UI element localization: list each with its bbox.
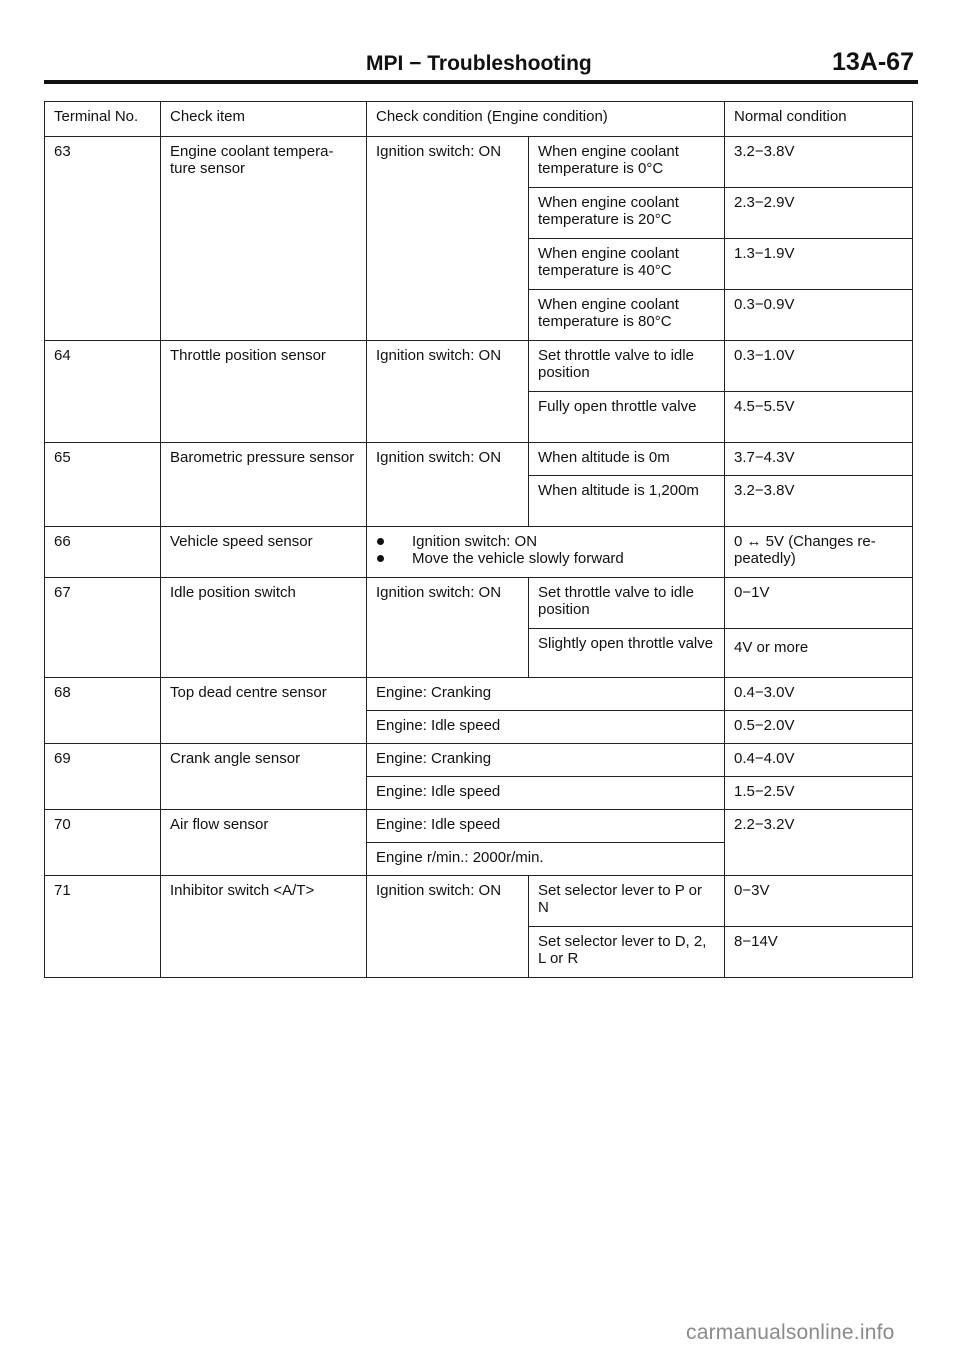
- normal-condition: 2.3−2.9V: [725, 188, 913, 239]
- normal-condition: 4V or more: [725, 629, 913, 678]
- normal-condition: 8−14V: [725, 927, 913, 978]
- terminal-no: 63: [45, 137, 161, 341]
- page-number: 13A-67: [832, 48, 914, 76]
- check-item: Idle position switch: [161, 578, 367, 678]
- normal-condition: 0.3−1.0V: [725, 341, 913, 392]
- terminal-no: 65: [45, 443, 161, 527]
- table-row: [45, 443, 913, 476]
- header-check-condition: Check condition (Engine condition): [367, 102, 725, 137]
- normal-condition: 1.3−1.9V: [725, 239, 913, 290]
- normal-condition: 0.4−3.0V: [725, 678, 913, 711]
- check-item: Barometric pressure sensor: [161, 443, 367, 527]
- table-row: [45, 341, 913, 392]
- header-check-item: Check item: [161, 102, 367, 137]
- condition-bullet: Move the vehicle slowly forward: [376, 550, 715, 567]
- check-condition: Engine: Idle speed: [367, 711, 725, 744]
- table-row: [45, 527, 913, 578]
- check-condition: Ignition switch: ON: [367, 341, 529, 443]
- check-condition: Ignition switch: ON: [367, 443, 529, 527]
- table-row: [45, 744, 913, 777]
- table-row: [45, 678, 913, 711]
- header-normal-condition: Normal condition: [725, 102, 913, 137]
- table-row: [45, 137, 913, 188]
- normal-condition: 0.3−0.9V: [725, 290, 913, 341]
- check-condition: [367, 527, 725, 578]
- check-condition: Ignition switch: ON: [367, 876, 529, 978]
- condition-list: [376, 533, 715, 567]
- check-condition: Engine: Cranking: [367, 744, 725, 777]
- condition-bullet: Ignition switch: ON: [376, 533, 715, 550]
- sub-condition: When engine coolant temperature is 80°C: [529, 290, 725, 341]
- sub-condition: Set throttle valve to idle position: [529, 341, 725, 392]
- check-condition: Ignition switch: ON: [367, 137, 529, 341]
- header-terminal-no: Terminal No.: [45, 102, 161, 137]
- check-item: Vehicle speed sensor: [161, 527, 367, 578]
- check-condition: Engine: Cranking: [367, 678, 725, 711]
- terminal-no: 70: [45, 810, 161, 876]
- sub-condition: Fully open throttle valve: [529, 392, 725, 443]
- watermark: carmanualsonline.info: [686, 1321, 895, 1344]
- terminal-no: 69: [45, 744, 161, 810]
- check-condition: Engine r/min.: 2000r/min.: [367, 843, 725, 876]
- normal-condition: 4.5−5.5V: [725, 392, 913, 443]
- terminal-no: 68: [45, 678, 161, 744]
- terminal-no: 67: [45, 578, 161, 678]
- page-title: MPI − Troubleshooting: [366, 52, 592, 75]
- check-item: Inhibitor switch <A/T>: [161, 876, 367, 978]
- table-header-row: [45, 102, 913, 137]
- normal-condition: 0−1V: [725, 578, 913, 629]
- check-item: Engine coolant tempera- ture sensor: [161, 137, 367, 341]
- check-item: Top dead centre sensor: [161, 678, 367, 744]
- sub-condition: Set throttle valve to idle position: [529, 578, 725, 629]
- check-item: Crank angle sensor: [161, 744, 367, 810]
- check-condition: Engine: Idle speed: [367, 777, 725, 810]
- sub-condition: Slightly open throttle valve: [529, 629, 725, 678]
- normal-condition: 0.4−4.0V: [725, 744, 913, 777]
- sub-condition: When engine coolant temperature is 20°C: [529, 188, 725, 239]
- normal-condition: 0 ↔ 5V (Changes re- peatedly): [725, 527, 913, 578]
- table-row: [45, 578, 913, 629]
- sub-condition: When altitude is 0m: [529, 443, 725, 476]
- normal-condition: 0.5−2.0V: [725, 711, 913, 744]
- sub-condition: Set selector lever to D, 2, L or R: [529, 927, 725, 978]
- check-condition: Engine: Idle speed: [367, 810, 725, 843]
- terminal-check-table: [44, 101, 913, 978]
- sub-condition: When altitude is 1,200m: [529, 476, 725, 527]
- sub-condition: Set selector lever to P or N: [529, 876, 725, 927]
- normal-condition: 1.5−2.5V: [725, 777, 913, 810]
- sub-condition: When engine coolant temperature is 0°C: [529, 137, 725, 188]
- normal-condition: 3.2−3.8V: [725, 137, 913, 188]
- terminal-no: 66: [45, 527, 161, 578]
- check-condition: Ignition switch: ON: [367, 578, 529, 678]
- terminal-no: 71: [45, 876, 161, 978]
- page-header: [44, 44, 918, 84]
- sub-condition: When engine coolant temperature is 40°C: [529, 239, 725, 290]
- normal-condition: 0−3V: [725, 876, 913, 927]
- table-row: [45, 810, 913, 843]
- check-item: Air flow sensor: [161, 810, 367, 876]
- normal-condition: 3.7−4.3V: [725, 443, 913, 476]
- terminal-no: 64: [45, 341, 161, 443]
- check-item: Throttle position sensor: [161, 341, 367, 443]
- normal-condition: 3.2−3.8V: [725, 476, 913, 527]
- table-row: [45, 876, 913, 927]
- normal-condition: 2.2−3.2V: [725, 810, 913, 876]
